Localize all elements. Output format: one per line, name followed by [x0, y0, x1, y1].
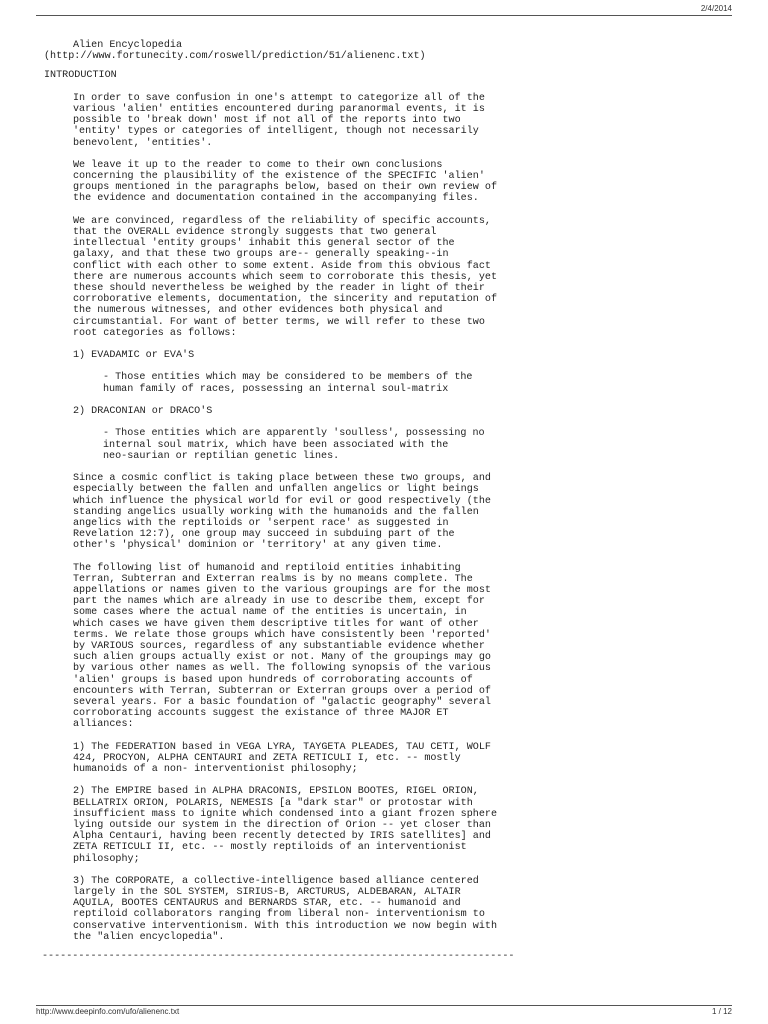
text-line: terms. We relate those groups which have consistently been 'reported' [73, 629, 491, 641]
text-line: concerning the plausibility of the existence of the SPECIFIC 'alien' [73, 171, 485, 183]
alliance-paragraph [44, 742, 744, 776]
text-line: - Those entities which may be considered to be members of the [103, 372, 473, 384]
text-line: these should nevertheless be weighed by the reader in light of their [73, 282, 485, 294]
text-line: which influence the physical world for evil or good respectively (the [73, 495, 491, 507]
print-date: 2/4/2014 [700, 4, 732, 13]
text-line: 2) The EMPIRE based in ALPHA DRACONIS, EPSILON BOOTES, RIGEL ORION, [73, 786, 479, 798]
text-line: encounters with Terran, Subterran or Exterran groups over a period of [73, 685, 491, 697]
text-line: neo-saurian or reptilian genetic lines. [103, 450, 340, 462]
text-line: especially between the fallen and unfallen angelics or light beings [73, 484, 479, 496]
paragraph [44, 473, 744, 551]
document-title: Alien Encyclopedia [73, 40, 183, 51]
text-line: In order to save confusion in one's attempt to categorize all of the [73, 92, 485, 104]
text-line: insufficient mass to ignite which condensed into a giant frozen sphere [73, 808, 498, 820]
text-line: corroborative elements, documentation, the sincerity and reputation of [73, 294, 498, 306]
text-line: that the OVERALL evidence strongly suggests that two general [73, 227, 437, 238]
text-line: the numerous witnesses, and other evidences both physical and [73, 305, 443, 317]
text-line: intellectual 'entity groups' inhabit this general sector of the [73, 238, 455, 250]
text-line: Alpha Centauri, having been recently detected by IRIS satellites] and [73, 831, 491, 843]
text-line: the "alien encyclopedia". [73, 931, 225, 943]
text-line: largely in the SOL SYSTEM, SIRIUS-B, ARCTURUS, ALDEBARAN, ALTAIR [73, 887, 461, 899]
text-line: AQUILA, BOOTES CENTAURUS and BERNARDS STAR, etc. -- humanoid and [73, 898, 461, 910]
text-line: the evidence and documentation contained in the accompanying files. [73, 193, 479, 205]
text-line: by various other names as well. The following synopsis of the various [73, 663, 491, 675]
text-line: ZETA RETICULI II, etc. -- mostly reptiloids of an interventionist [73, 842, 467, 854]
text-line: appellations or names given to the various groupings are for the most [73, 585, 491, 596]
paragraph [44, 563, 744, 731]
text-line: root categories as follows: [73, 327, 237, 339]
paragraph [44, 160, 744, 205]
text-line: alliances: [73, 719, 134, 731]
document-body [44, 40, 744, 962]
text-line: several years. For a basic foundation of "galactic geography" several [73, 696, 491, 708]
text-line: possible to 'break down' most if not all of the reports into two [73, 115, 461, 127]
text-line: Since a cosmic conflict is taking place between these two groups, and [73, 473, 491, 485]
text-line: which cases we have given them descriptive titles for want of other [73, 618, 479, 630]
text-line: standing angelics usually working with the humanoids and the fallen [73, 506, 479, 518]
text-line: conservative interventionism. With this introduction we now begin with [73, 920, 498, 932]
text-line: part the names which are already in use to describe them, except for [73, 596, 485, 608]
alliance-paragraph [44, 786, 744, 864]
text-line: angelics with the reptiloids or 'serpent race' as suggested in [73, 517, 449, 529]
text-line: lying outside our system in the direction of Orion -- yet closer than [73, 819, 491, 831]
text-line: We leave it up to the reader to come to their own conclusions [73, 159, 443, 171]
paragraph [44, 93, 744, 149]
category-title: 1) EVADAMIC or EVA'S [73, 350, 195, 362]
text-line: various 'alien' entities encountered during paranormal events, it is [73, 103, 485, 115]
text-line: Revelation 12:7), one group may succeed in subduing part of the [73, 529, 455, 541]
text-line: philosophy; [73, 853, 140, 865]
text-line: The following list of humanoid and reptiloid entities inhabiting [73, 562, 461, 574]
text-line: reptiloid collaborators ranging from liberal non- interventionism to [73, 909, 485, 921]
text-line: We are convinced, regardless of the reliability of specific accounts, [73, 215, 491, 227]
footer-rule [36, 1005, 732, 1006]
category-description [44, 428, 744, 462]
text-line: conflict with each other to some extent. Aside from this obvious fact [73, 260, 491, 272]
text-line: Terran, Subterran and Exterran realms is by no means complete. The [73, 573, 473, 585]
text-line: by VARIOUS sources, regardless of any substantiable evidence whether [73, 640, 485, 652]
text-line: 'entity' types or categories of intelligent, though not necessarily [73, 126, 479, 138]
alliance-paragraph [44, 876, 744, 943]
text-line: groups mentioned in the paragraphs below, based on their own review of [73, 182, 498, 194]
text-line: benevolent, 'entities'. [73, 137, 213, 149]
text-line: 'alien' groups is based upon hundreds of corroborating accounts of [73, 674, 473, 686]
text-line: galaxy, and that these two groups are-- generally speaking--in [73, 249, 449, 261]
text-line: 424, PROCYON, ALPHA CENTAURI and ZETA RETICULI I, etc. -- mostly [73, 752, 461, 764]
text-line: human family of races, possessing an internal soul-matrix [103, 383, 449, 395]
text-line: - Those entities which are apparently 'soulless', possessing no [103, 428, 485, 440]
header-rule [36, 15, 732, 16]
category-title: 2) DRACONIAN or DRACO'S [73, 406, 213, 417]
footer-url: http://www.deepinfo.com/ufo/alienenc.txt [36, 1007, 180, 1016]
text-line: humanoids of a non- interventionist philosophy; [73, 764, 358, 775]
source-url: (http://www.fortunecity.com/roswell/prediction/51/alienenc.txt) [44, 51, 426, 63]
section-heading: INTRODUCTION [44, 70, 117, 82]
page-number: 1 / 12 [711, 1007, 732, 1016]
text-line: BELLATRIX ORION, POLARIS, NEMESIS [a "dark star" or protostar with [73, 797, 473, 809]
text-line: other's 'physical' dominion or 'territory' at any given time. [73, 540, 443, 552]
text-line: circumstantial. For want of better terms, we will refer to these two [73, 316, 485, 328]
text-line: 1) The FEDERATION based in VEGA LYRA, TAYGETA PLEADES, TAU CETI, WOLF [73, 741, 491, 753]
text-line: there are numerous accounts which seem to corroborate this thesis, yet [73, 271, 498, 283]
text-line: 3) The CORPORATE, a collective-intelligence based alliance centered [73, 875, 479, 887]
text-line: such alien groups actually exist or not. Many of the groupings may go [73, 652, 491, 664]
separator-line: ------------------------------------------------------------------------------ [42, 951, 515, 962]
paragraph [44, 216, 744, 339]
text-line: corroborating accounts suggest the existance of three MAJOR ET [73, 708, 449, 720]
text-line: internal soul matrix, which have been associated with the [103, 439, 449, 451]
text-line: some cases where the actual name of the entities is uncertain, in [73, 607, 467, 619]
category-description [44, 372, 744, 394]
